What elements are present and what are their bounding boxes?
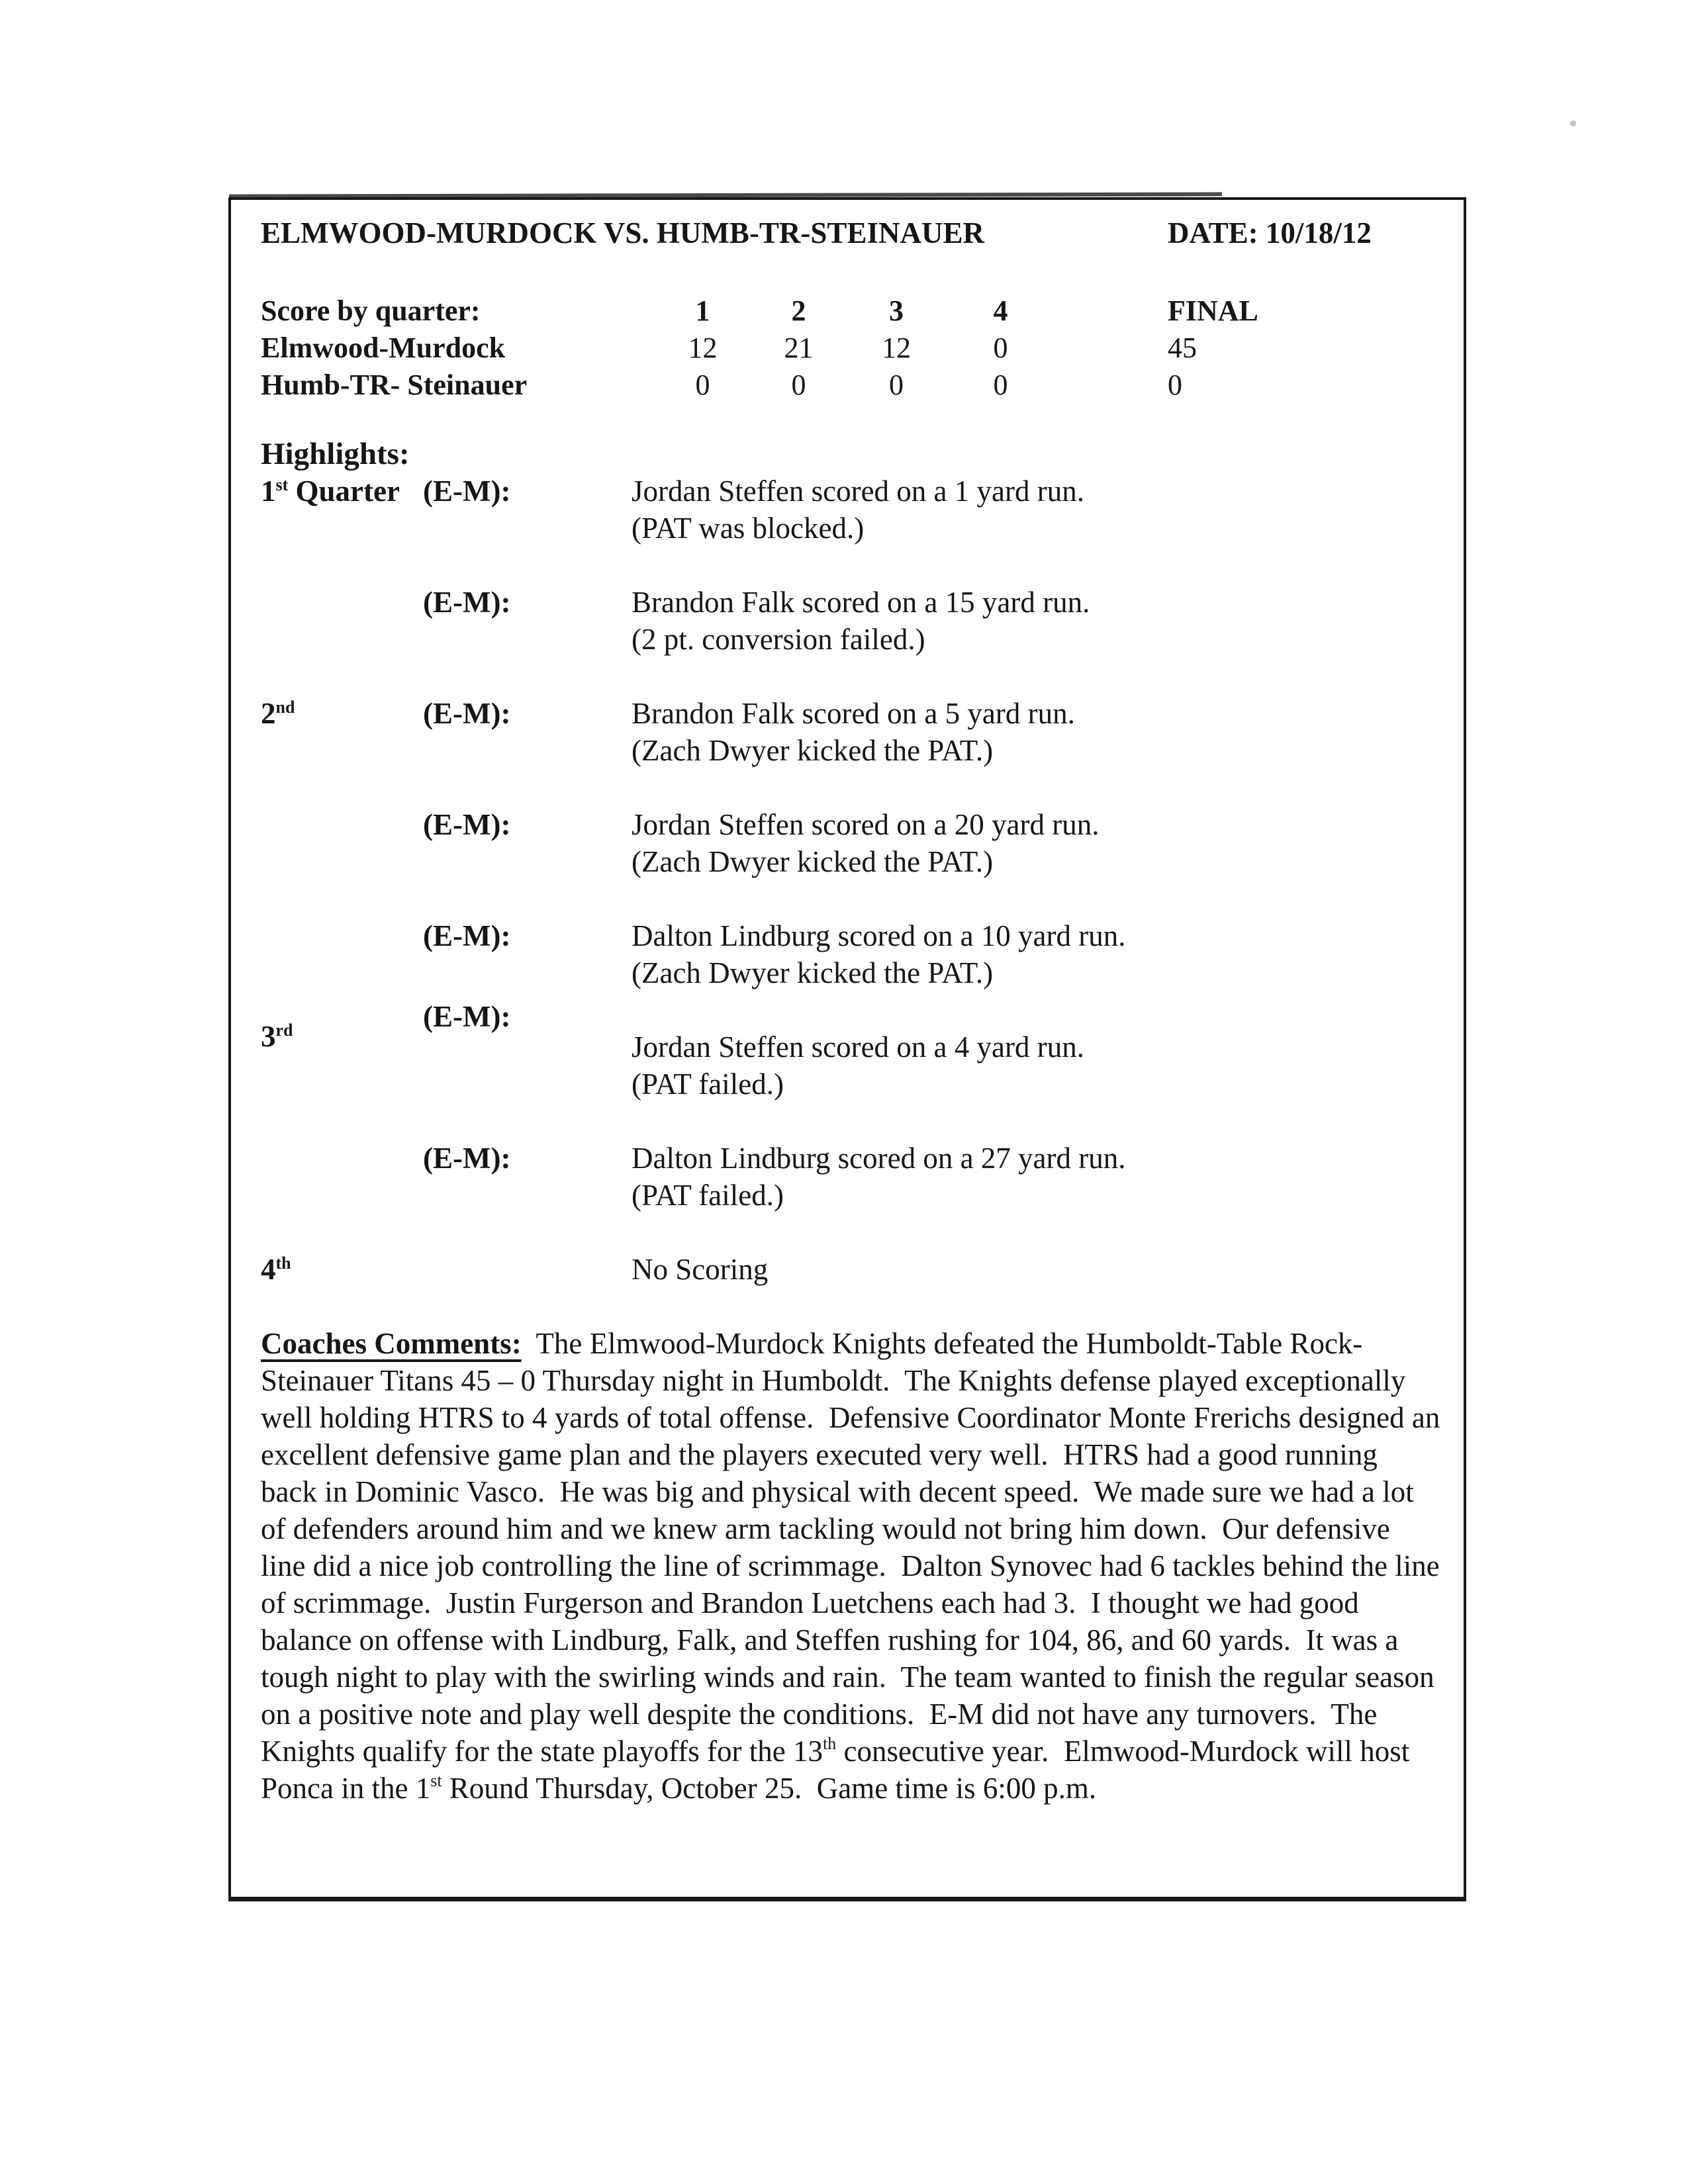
document-box (228, 197, 1466, 1901)
highlight-entry-2 (261, 584, 1440, 658)
team-name: Humb-TR- Steinauer (261, 369, 528, 401)
highlight-entry-1 (261, 473, 1440, 547)
highlight-line-1: Jordan Steffen scored on a 4 yard run. (632, 1030, 1084, 1064)
quarter-4-header: 4 (993, 295, 1008, 327)
highlight-line-1: Brandon Falk scored on a 15 yard run. (632, 586, 1090, 619)
quarter-label (261, 695, 423, 769)
highlight-text (632, 806, 1440, 880)
document-header (261, 214, 1440, 251)
score-cell: 0 (889, 369, 904, 401)
highlight-entry-6 (261, 1000, 1440, 1103)
highlight-line-1: Jordan Steffen scored on a 20 yard run. (632, 808, 1100, 841)
team-label: (E-M): (423, 1000, 511, 1033)
highlight-line-2: (PAT failed.) (632, 1068, 784, 1101)
ordinal-suffix: rd (275, 1021, 293, 1040)
highlight-text (632, 473, 1440, 547)
ordinal-suffix: st (275, 475, 289, 494)
team-label (423, 1251, 632, 1288)
quarter-number: 2 (261, 697, 276, 730)
team-label: (E-M): (423, 919, 511, 952)
highlight-line-1: Dalton Lindburg scored on a 27 yard run. (632, 1142, 1126, 1175)
highlight-text (632, 1140, 1440, 1214)
team-label: (E-M): (423, 475, 511, 508)
highlight-entry-5 (261, 917, 1440, 991)
highlight-text (632, 1251, 1440, 1288)
quarter-label (261, 1018, 423, 1092)
score-cell: 0 (993, 369, 1008, 401)
date-label: DATE: 10/18/12 (1168, 216, 1372, 250)
quarter-label (261, 584, 423, 658)
score-row-humb-tr-steinauer (261, 367, 1440, 404)
quarter-number: 4 (261, 1253, 276, 1286)
score-row-elmwood-murdock (261, 330, 1440, 367)
highlight-entry-8 (261, 1251, 1440, 1288)
team-label: (E-M): (423, 808, 511, 841)
score-cell: 21 (784, 332, 814, 364)
highlight-line-2: (PAT was blocked.) (632, 512, 865, 545)
quarter-number: 3 (261, 1020, 276, 1053)
highlights-heading: Highlights: (261, 437, 410, 471)
highlight-entry-4 (261, 806, 1440, 880)
final-score-cell: 45 (1168, 332, 1197, 364)
score-cell: 0 (791, 369, 806, 401)
highlight-line-1: Brandon Falk scored on a 5 yard run. (632, 697, 1075, 730)
quarter-label (261, 473, 423, 547)
highlight-line-1: Jordan Steffen scored on a 1 yard run. (632, 475, 1084, 508)
highlight-line-2: (Zach Dwyer kicked the PAT.) (632, 734, 994, 767)
team-label: (E-M): (423, 1142, 511, 1175)
comments-text-2: consecutive year. Elmwood-Murdock will host Ponca in the 1 (261, 1735, 1417, 1805)
team-label: (E-M): (423, 586, 511, 619)
score-table-label: Score by quarter: (261, 295, 481, 327)
highlight-text (632, 695, 1440, 769)
quarter-label (261, 806, 423, 880)
quarter-2-header: 2 (791, 295, 806, 327)
quarter-number: 1 (261, 475, 276, 508)
comments-text-1: The Elmwood-Murdock Knights defeated the Humboldt-Table Rock-Steinauer Titans 45 – 0 Thursday night in Humboldt. The Knights defense played exceptionally well holding HTRS to 4 yards of total offense. Defensive Coordinator Monte Frerichs designed an excellent defensive game plan and the players executed very well. HTRS had a good running back in Dominic Vasco. He was big and physical with decent speed. We made sure we had a lot of defenders around him and we knew arm tackling would not bring him down. Our defensive line did a nice job controlling the line of scrimmage. Dalton Synovec had 6 tackles behind the line of scrimmage. Justin Furgerson and Brandon Luetchens each had 3. I thought we had good balance on offense with Lindburg, Falk, and Steffen rushing for 104, 86, and 60 yards. It was a tough night to play with the swirling winds and rain. The team wanted to finish the regular season on a positive note and play well despite the conditions. E-M did not have any turnovers. The Knights qualify for the state playoffs for the 13 (261, 1327, 1448, 1768)
quarter-3-header: 3 (889, 295, 904, 327)
highlights-list (261, 473, 1440, 1288)
highlight-line-1: Dalton Lindburg scored on a 10 yard run. (632, 919, 1126, 952)
matchup-title: ELMWOOD-MURDOCK VS. HUMB-TR-STEINAUER (261, 216, 984, 250)
highlight-line-2: (Zach Dwyer kicked the PAT.) (632, 845, 994, 878)
team-label: (E-M): (423, 697, 511, 730)
quarter-label (261, 1251, 423, 1288)
quarter-label (261, 1140, 423, 1214)
highlight-line-2: (2 pt. conversion failed.) (632, 623, 925, 656)
score-cell: 0 (695, 369, 710, 401)
highlight-entry-3 (261, 695, 1440, 769)
ordinal-suffix: th (822, 1734, 837, 1753)
team-name: Elmwood-Murdock (261, 332, 506, 364)
coaches-comments (261, 1325, 1448, 1807)
highlight-text (632, 917, 1440, 991)
ordinal-suffix: th (275, 1253, 291, 1273)
quarter-1-header: 1 (695, 295, 710, 327)
ordinal-suffix: st (430, 1771, 442, 1790)
ordinal-suffix: nd (275, 698, 295, 717)
highlight-text (632, 1028, 1440, 1103)
score-table (261, 293, 1440, 404)
final-score-cell: 0 (1168, 369, 1182, 401)
highlight-entry-7 (261, 1140, 1440, 1214)
highlight-line-1: No Scoring (632, 1253, 769, 1286)
score-cell: 12 (882, 332, 911, 364)
score-cell: 12 (688, 332, 718, 364)
score-cell: 0 (993, 332, 1008, 364)
highlight-text (632, 584, 1440, 658)
score-header-row (261, 293, 1440, 330)
scan-artifact-speck (1570, 120, 1576, 126)
highlight-line-2: (Zach Dwyer kicked the PAT.) (632, 956, 994, 989)
comments-text-3: Round Thursday, October 25. Game time is 6:00 p.m. (442, 1772, 1097, 1805)
coaches-comments-heading: Coaches Comments: (261, 1327, 522, 1360)
final-header: FINAL (1168, 295, 1258, 327)
quarter-word: Quarter (288, 475, 400, 508)
highlight-line-2: (PAT failed.) (632, 1179, 784, 1212)
quarter-label (261, 917, 423, 991)
